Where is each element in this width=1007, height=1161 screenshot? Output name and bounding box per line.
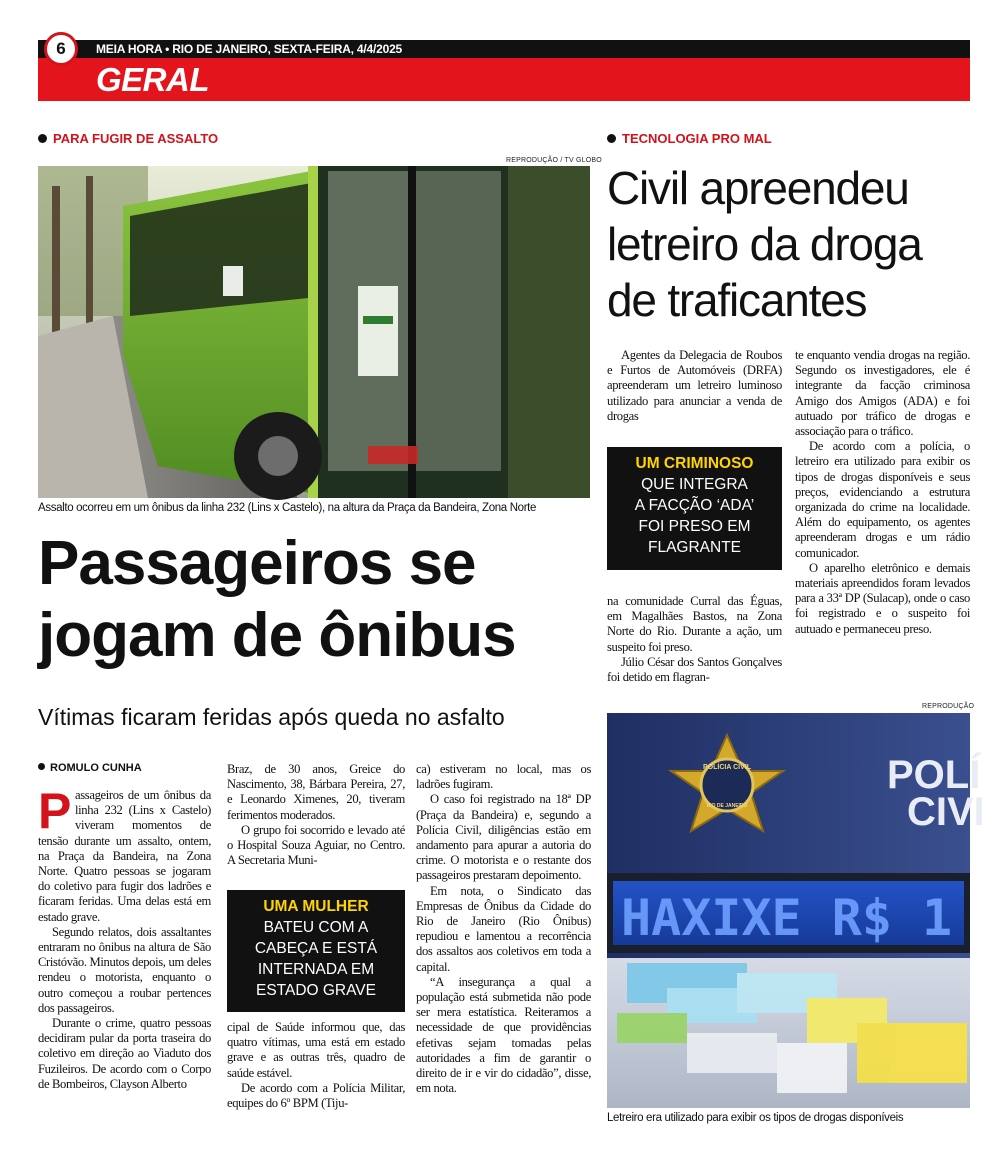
main-photo-caption: Assalto ocorreu em um ônibus da linha 232 (Lins x Castelo), na altura da Praça da Bandeira, Zona Norte — [38, 502, 537, 514]
side-callout — [607, 447, 782, 570]
paragraph: O grupo foi socorrido e levado até o Hospital Souza Aguiar, no Centro. A Secretaria Muni- — [227, 822, 405, 868]
dateline-text: • RIO DE JANEIRO, SEXTA-FEIRA, 4/4/2025 — [165, 42, 403, 56]
bus-photo — [38, 166, 590, 498]
callout-highlight: UM CRIMINOSO — [635, 455, 754, 472]
side-headline — [607, 160, 977, 328]
paragraph: Braz, de 30 anos, Greice do Nascimento, 38, Bárbara Pereira, 27, e Leonardo Ximenes, 20, tiveram ferimentos moderados. — [227, 762, 405, 822]
main-column-2 — [227, 762, 405, 868]
paragraph: ca) estiveram no local, mas os ladrões fugiram. — [416, 762, 591, 792]
paragraph: “A insegurança a qual a população está submetida não pode ser mera estatística. Reiteramos a necessidade de que providências efetivas sejam tomadas pelas autoridades a fim de garantir o direito de ir e vir do cidadão”, disse, em nota. — [416, 974, 591, 1096]
callout-line: FLAGRANTE — [647, 539, 741, 556]
paragraph: cipal de Saúde informou que, das quatro vítimas, uma está em estado grave e as outras três, quadro de saúde estável. — [227, 1020, 405, 1080]
paragraph: Júlio César dos Santos Gonçalves foi detido em flagran- — [607, 654, 782, 685]
side-column-1-continued — [607, 594, 782, 685]
bullet-icon — [38, 763, 45, 770]
callout-line: BATEU COM A — [263, 919, 369, 936]
side-kicker — [607, 131, 772, 146]
main-photo-credit: REPRODUÇÃO / TV GLOBO — [506, 157, 602, 164]
paragraph: De acordo com a Polícia Militar, equipes do 6º BPM (Tiju- — [227, 1080, 405, 1111]
main-callout — [227, 890, 405, 1012]
led-sign-text: HAXIXE R$ 1 — [621, 889, 953, 947]
drug-sign-illustration — [607, 713, 985, 1108]
main-headline-line1: Passageiros se — [38, 529, 476, 598]
header-dateline — [96, 41, 402, 57]
side-photo-caption: Letreiro era utilizado para exibir os tipos de drogas disponíveis — [607, 1112, 904, 1124]
badge-subtext: RIO DE JANEIRO — [706, 803, 748, 809]
paragraph: De acordo com a polícia, o letreiro era utilizado para exibir os tipos de drogas disponíveis e seus preços, evidenciando a estrutura organizada do crime na localidade. Além do equipamento, os agentes apreenderam drogas e um rádio comunicador. — [795, 439, 970, 560]
paragraph: te enquanto vendia drogas na região. Segundo os investigadores, ele é integrante da facção criminosa Amigo dos Amigos (ADA) e foi autuado por tráfico de drogas e associação para o tráfico. — [795, 348, 970, 439]
paragraph: Em nota, o Sindicato das Empresas de Ônibus da Cidade do Rio de Janeiro (Rio Ônibus) repudiou e lamentou a recorrência dos assaltos aos coletivos em toda a capital. — [416, 883, 591, 974]
callout-line: QUE INTEGRA — [641, 476, 748, 493]
paragraph — [38, 783, 211, 925]
main-subheadline: Vítimas ficaram feridas após queda no asfalto — [38, 704, 505, 730]
bullet-icon — [38, 134, 47, 143]
side-headline-line1: Civil apreendeu — [607, 162, 909, 214]
main-column-1 — [38, 783, 211, 1092]
bullet-icon — [607, 134, 616, 143]
publication-name: MEIA HORA — [96, 42, 162, 56]
drop-cap: P — [38, 783, 71, 839]
main-kicker-text: PARA FUGIR DE ASSALTO — [53, 131, 219, 146]
callout-line: FOI PRESO EM — [638, 518, 751, 535]
paragraph: O aparelho eletrônico e demais materiais apreendidos foram levados para a 33ª DP (Sulacap), onde o caso foi registrado e o suspeito foi autuado e permaneceu preso. — [795, 560, 970, 636]
callout-line: CABEÇA E ESTÁ — [254, 940, 378, 957]
drug-sign-photo — [607, 713, 985, 1108]
callout-line: ESTADO GRAVE — [255, 982, 376, 999]
side-headline-line2: letreiro da droga — [607, 218, 922, 270]
section-name: GERAL — [96, 61, 209, 98]
wall-text-line2: CIVI — [907, 790, 985, 834]
main-column-2-continued — [227, 1020, 405, 1111]
paragraph: Agentes da Delegacia de Roubos e Furtos de Automóveis (DRFA) apreenderam um letreiro luminoso utilizado para anunciar a venda de drogas — [607, 348, 782, 423]
side-photo-credit: REPRODUÇÃO — [922, 703, 975, 710]
main-headline-line2: jogam de ônibus — [38, 601, 516, 670]
paragraph-text: assageiros de um ônibus da linha 232 (Lins x Castelo) viveram momentos de tensão durante um assalto, ontem, na Praça da Bandeira, na Zona Norte. Quatro pessoas se jogaram do coletivo para fugir dos ladrões e ficaram feridas. Uma delas está em estado grave. — [38, 788, 211, 924]
paragraph: Durante o crime, quatro pessoas decidiram pular da porta traseira do coletivo em direção ao Viaduto dos Fuzileiros. De acordo com o Corpo de Bombeiros, Clayson Alberto — [38, 1016, 211, 1091]
callout-line: INTERNADA EM — [257, 961, 375, 978]
page-number: 6 — [44, 32, 78, 66]
side-kicker-text: TECNOLOGIA PRO MAL — [622, 131, 772, 146]
badge-text: POLÍCIA CIVIL — [703, 764, 751, 771]
callout-highlight: UMA MULHER — [263, 898, 369, 915]
side-column-2 — [795, 348, 970, 637]
side-column-1 — [607, 348, 782, 424]
bus-illustration — [38, 166, 590, 498]
byline — [38, 762, 142, 774]
main-kicker — [38, 131, 218, 146]
byline-text: ROMULO CUNHA — [50, 762, 142, 774]
wall-text-line1: POLÍ — [887, 753, 981, 797]
main-headline — [38, 528, 598, 672]
side-headline-line3: de traficantes — [607, 274, 867, 326]
paragraph: Segundo relatos, dois assaltantes entraram no ônibus na altura de São Cristóvão. Minutos depois, um deles rendeu o motorista, enquanto o outro começou a roubar pertences dos passageiros. — [38, 924, 211, 1015]
main-column-3 — [416, 762, 591, 1096]
callout-line: A FACÇÃO ‘ADA’ — [634, 497, 755, 514]
paragraph: O caso foi registrado na 18ª DP (Praça da Bandeira) e, segundo a Polícia Civil, diligências estão em andamento para apurar a autoria do crime. O motorista e o restante dos passageiros prestaram depoimento. — [416, 792, 591, 883]
paragraph: na comunidade Curral das Éguas, em Magalhães Bastos, na Zona Norte do Rio. Durante a ação, um suspeito foi preso. — [607, 594, 782, 654]
